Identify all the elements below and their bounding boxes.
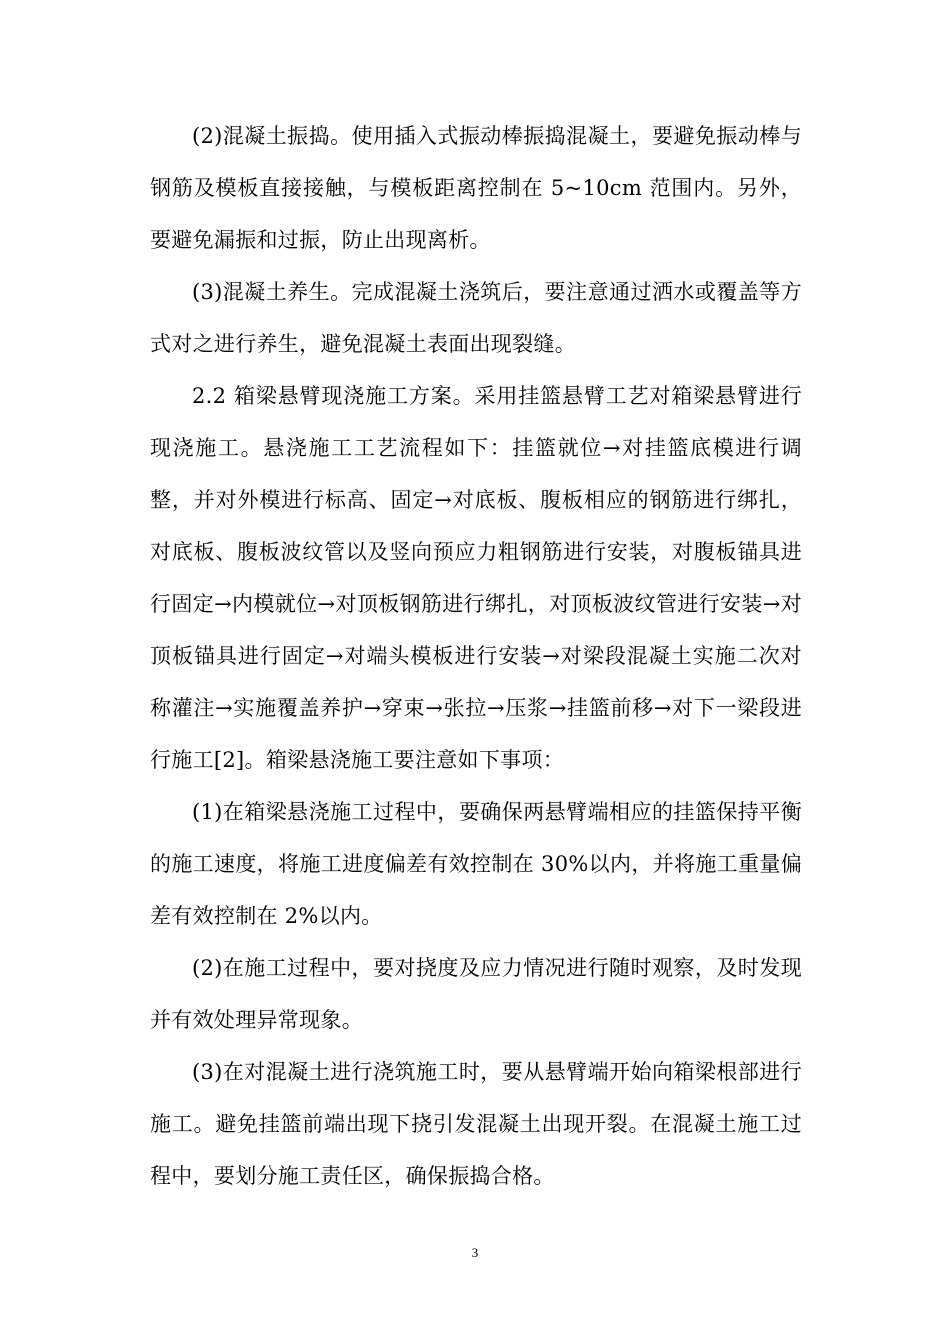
- paragraph-balance: (1)在箱梁悬浇施工过程中，要确保两悬臂端相应的挂篮保持平衡的施工速度，将施工进度偏差有效控制在 30%以内，并将施工重量偏差有效控制在 2%以内。: [150, 800, 802, 928]
- paragraph-curing: (3)混凝土养生。完成混凝土浇筑后，要注意通过洒水或覆盖等方式对之进行养生，避免混凝土表面出现裂缝。: [150, 280, 802, 356]
- paragraph-cantilever-plan: 2.2 箱梁悬臂现浇施工方案。采用挂篮悬臂工艺对箱梁悬臂进行现浇施工。悬浇施工工艺流程如下：挂篮就位→对挂篮底模进行调整，并对外模进行标高、固定→对底板、腹板相应的钢筋进行绑扎，对底板、腹板波纹管以及竖向预应力粗钢筋进行安装，对腹板锚具进行固定→内模就位→对顶板钢筋进行绑扎，对顶板波纹管进行安装→对顶板锚具进行固定→对端头模板进行安装→对梁段混凝土实施二次对称灌注→实施覆盖养护→穿束→张拉→压浆→挂篮前移→对下一梁段进行施工[2]。箱梁悬浇施工要注意如下事项：: [150, 384, 802, 772]
- paragraph-observation: (2)在施工过程中，要对挠度及应力情况进行随时观察，及时发现并有效处理异常现象。: [150, 956, 802, 1032]
- paragraph-pouring: (3)在对混凝土进行浇筑施工时，要从悬臂端开始向箱梁根部进行施工。避免挂篮前端出现下挠引发混凝土出现开裂。在混凝土施工过程中，要划分施工责任区，确保振捣合格。: [150, 1060, 802, 1188]
- paragraph-vibration: (2)混凝土振捣。使用插入式振动棒振捣混凝土，要避免振动棒与钢筋及模板直接接触，与模板距离控制在 5~10cm 范围内。另外，要避免漏振和过振，防止出现离析。: [150, 124, 802, 252]
- document-body: [150, 110, 802, 1202]
- page-number: 3: [471, 1245, 479, 1260]
